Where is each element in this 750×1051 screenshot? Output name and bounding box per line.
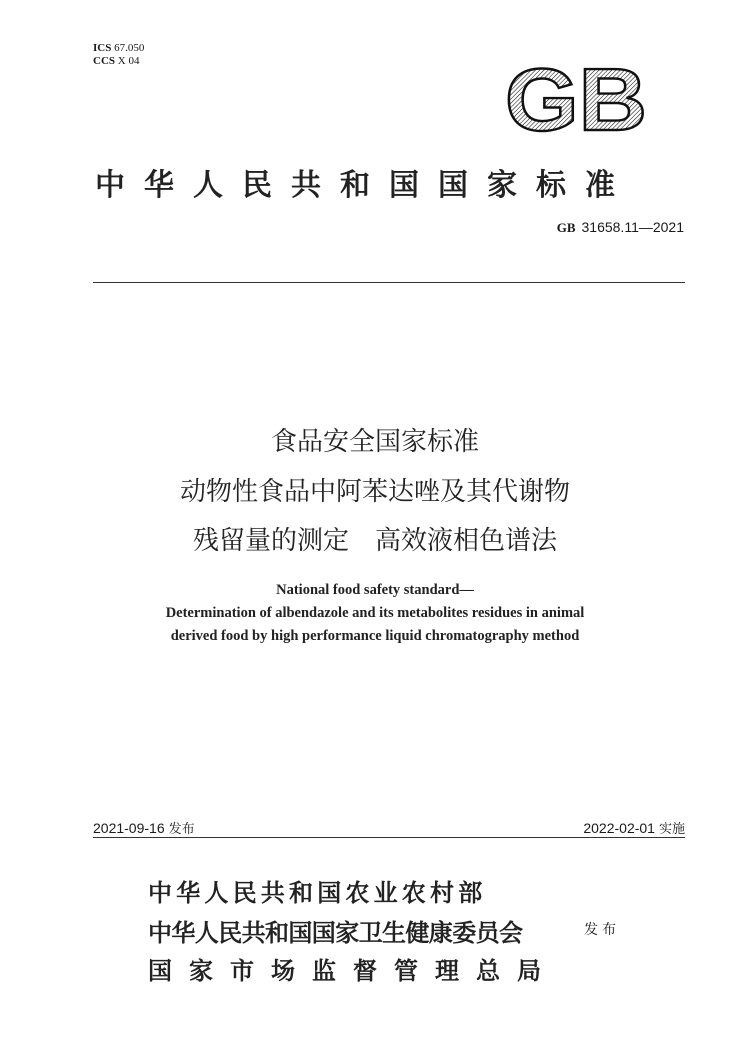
english-title-line-1: National food safety standard— <box>276 582 474 598</box>
ccs-label: CCS <box>93 55 116 67</box>
issue-date-label: 发布 <box>168 822 195 837</box>
english-title-line-3: derived food by high performance liquid chromatography method <box>170 628 580 644</box>
chinese-title-line-1: 食品安全国家标准 <box>270 427 479 457</box>
ccs-code <box>93 55 139 68</box>
issue-date <box>93 818 195 837</box>
standard-type-heading: 中华人民共和国国家标准 <box>95 168 634 203</box>
bottom-divider <box>93 837 685 838</box>
issuer-line-1: 中华人民共和国农业农村部 <box>148 878 487 907</box>
top-divider <box>93 282 685 283</box>
standard-prefix: GB <box>556 220 576 235</box>
ics-code <box>93 42 144 55</box>
gb-logo-text: GB <box>505 64 647 136</box>
chinese-title-line-2: 动物性食品中阿苯达唑及其代谢物 <box>179 477 570 507</box>
issuer-line-3: 国家市场监督管理总局 <box>148 956 558 985</box>
ics-label: ICS <box>93 42 112 54</box>
english-title-line-2: Determination of albendazole and its metabolites residues in animal <box>165 605 585 621</box>
standard-number <box>557 219 684 236</box>
implement-date <box>583 818 685 837</box>
ics-value: 67.050 <box>114 42 145 54</box>
issue-date-value: 2021-09-16 <box>93 820 165 836</box>
gb-logo <box>503 64 649 136</box>
implement-date-label: 实施 <box>658 822 685 837</box>
chinese-title-line-3: 残留量的测定 高效液相色谱法 <box>192 526 557 556</box>
ccs-value: X 04 <box>117 55 140 67</box>
implement-date-value: 2022-02-01 <box>583 820 655 836</box>
standard-number-value: 31658.11—2021 <box>581 219 684 235</box>
issuer-line-2: 中华人民共和国国家卫生健康委员会 <box>148 918 523 947</box>
issue-word: 发布 <box>584 922 620 938</box>
